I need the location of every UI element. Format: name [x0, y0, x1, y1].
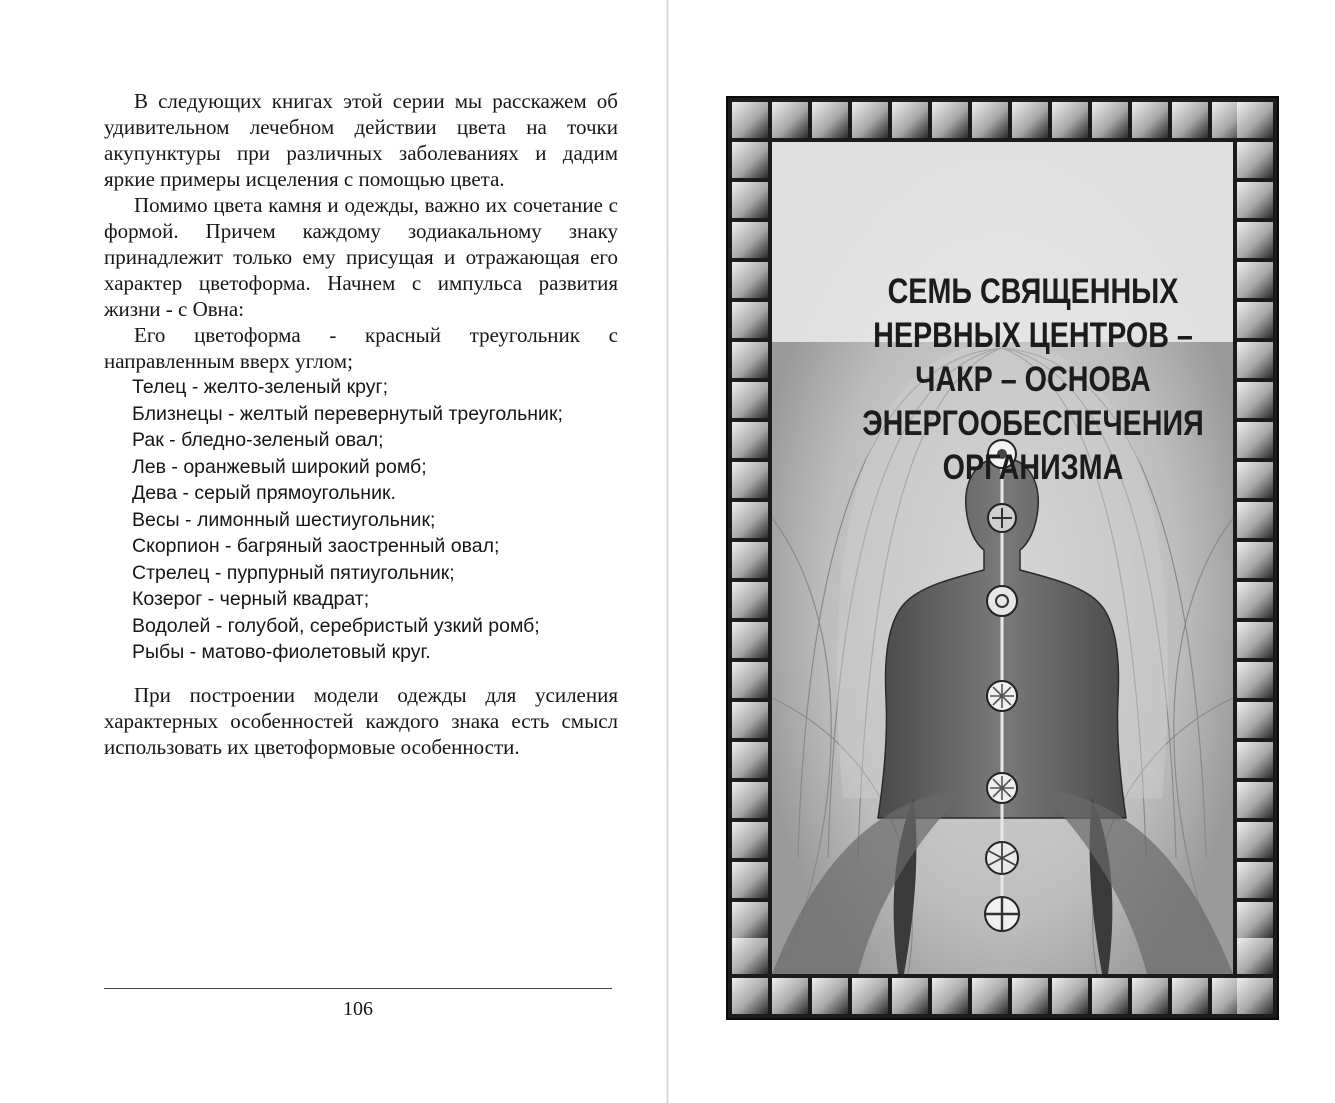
list-item: Телец - желто-зеленый круг; — [132, 376, 389, 398]
list-item: Дева - серый прямоугольник. — [132, 482, 396, 504]
chakra-sacral — [986, 842, 1018, 874]
illustration-title: СЕМЬ СВЯЩЕННЫХ НЕРВНЫХ ЦЕНТРОВ – ЧАКР – ОСНОВА ЭНЕРГООБЕСПЕЧЕНИЯ ОРГАНИЗМА — [862, 272, 1204, 487]
paragraph-clothing: При построении модели одежды для усиления характерных особенностей каждого знака есть смысл использовать их цветоформовые особенности. — [104, 682, 618, 759]
list-item: Стрелец - пурпурный пятиугольник; — [132, 561, 455, 584]
chakra-third-eye — [988, 504, 1016, 532]
paragraph-intro: В следующих книгах этой серии мы расскажем об удивительном лечебном действии цвета на точки акупунктуры при различных заболеваниях и дадим яркие примеры исцеления с помощью цвета. — [104, 89, 618, 191]
list-item: Скорпион - багряный заостренный овал; — [132, 535, 500, 557]
right-page — [669, 0, 1335, 1103]
chakra-root — [985, 897, 1019, 931]
chakra-illustration-art — [728, 98, 1277, 1018]
list-item: Рак - бледно-зеленый овал; — [132, 429, 384, 451]
paragraph-color-form: Помимо цвета камня и одежды, важно их сочетание с формой. Причем каждому зодиакальному знаку принадлежит только ему присущая и отражающая его характер цветоформа. Начнем с импульса развития жизни - с Овна: — [104, 193, 618, 321]
paragraph-aries: Его цветоформа - красный треугольник с направленным вверх углом; — [104, 323, 618, 373]
list-item: Близнецы - желтый перевернутый треугольник; — [132, 402, 563, 425]
page-number: 106 — [343, 998, 373, 1020]
zodiac-form-list — [104, 374, 618, 666]
list-item: Водолей - голубой, серебристый узкий ромб; — [132, 614, 540, 637]
chakra-illustration — [726, 96, 1279, 1020]
list-item: Лев - оранжевый широкий ромб; — [132, 455, 427, 478]
left-page — [0, 0, 666, 1103]
chakra-heart — [987, 681, 1017, 711]
chakra-solar-plexus — [987, 773, 1017, 803]
list-item: Рыбы - матово-фиолетовый круг. — [132, 641, 431, 663]
list-item: Козерог - черный квадрат; — [132, 588, 370, 610]
left-page-text — [104, 88, 618, 760]
list-item: Весы - лимонный шестиугольник; — [132, 508, 436, 531]
footer-rule — [104, 988, 612, 989]
chakra-throat — [987, 586, 1017, 616]
